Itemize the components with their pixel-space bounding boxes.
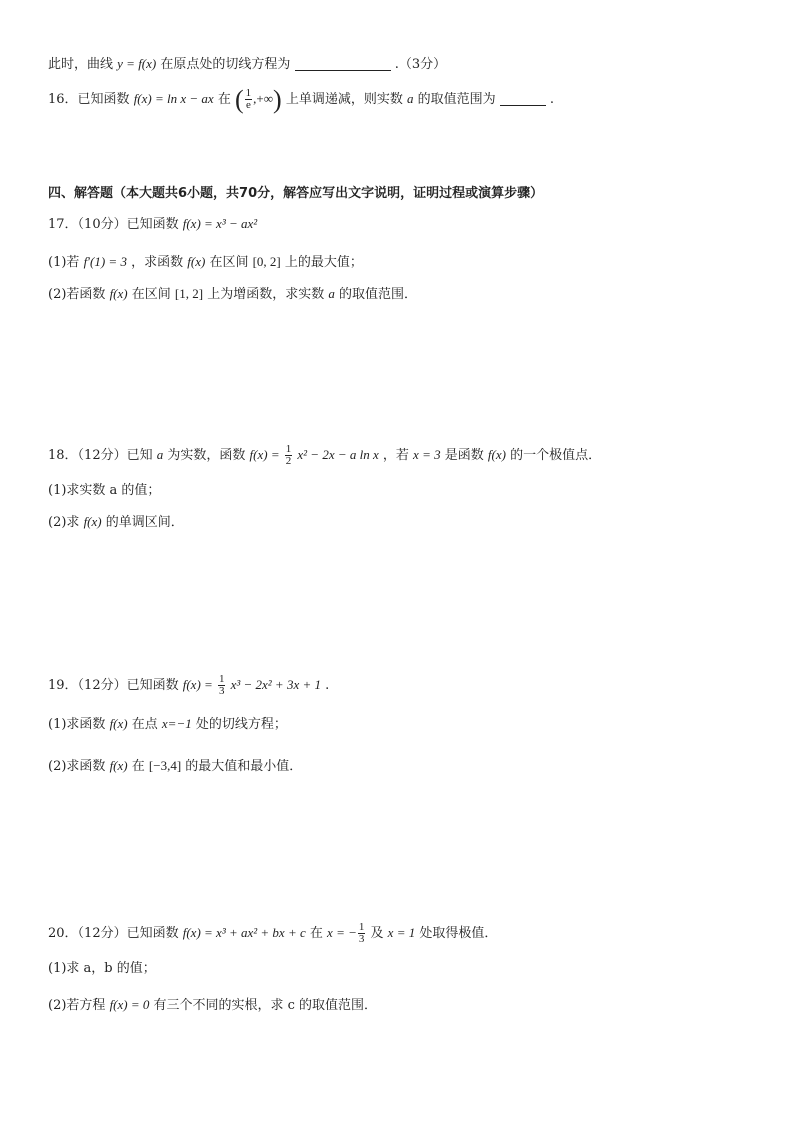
text: 的单调区间． xyxy=(105,515,184,530)
paren-left: ( xyxy=(234,85,244,114)
math-curve: y = f(x) xyxy=(117,56,157,71)
text: (2)求 xyxy=(48,515,80,530)
math-function: f(x) xyxy=(109,758,128,773)
text: 在 xyxy=(131,759,145,774)
math-var: a xyxy=(328,286,335,301)
fraction xyxy=(285,444,293,467)
text: 上的最大值； xyxy=(284,255,363,270)
math-interval: [1, 2] xyxy=(174,286,204,301)
section-heading: 四、解答题（本大题共6小题，共70分，解答应写出文字说明，证明过程或演算步骤） xyxy=(48,186,544,201)
fraction-denominator: 3 xyxy=(218,685,225,697)
question-19-part-1 xyxy=(48,714,287,735)
question-19 xyxy=(48,674,329,697)
question-number: 20．（12分）已知函数 xyxy=(48,926,179,941)
text: (2)若方程 xyxy=(48,998,106,1013)
question-20 xyxy=(48,922,497,945)
text: 有三个不同的实根，求 c 的取值范围． xyxy=(153,998,378,1013)
text: 为实数，函数 xyxy=(167,448,246,463)
math-function: f(x) = xyxy=(182,677,213,692)
fraction xyxy=(245,88,253,111)
text: 是函数 xyxy=(444,448,484,463)
math-condition: x = − xyxy=(327,925,357,940)
math-var: a xyxy=(406,91,414,106)
text: (2)若函数 xyxy=(48,287,106,302)
math-function: f(x) = x³ + ax² + bx + c xyxy=(182,925,306,940)
text: ，若 xyxy=(382,448,409,463)
fraction xyxy=(358,922,366,945)
math-condition: x = 3 xyxy=(413,447,441,462)
text: . xyxy=(549,92,555,107)
question-17 xyxy=(48,214,257,235)
text: (2)求函数 xyxy=(48,759,106,774)
math-expression: x² − 2x − a ln x xyxy=(297,447,379,462)
text: 上为增函数，求实数 xyxy=(207,287,325,302)
math-interval: [−3,4] xyxy=(148,758,182,773)
math-condition: f′(1) = 3 xyxy=(83,254,127,269)
text: 处取得极值． xyxy=(419,926,498,941)
text: 的最大值和最小值． xyxy=(185,759,303,774)
text: 此时，曲线 xyxy=(48,57,114,72)
math-function: f(x) xyxy=(487,447,506,462)
text: . xyxy=(325,678,330,693)
text: 处的切线方程； xyxy=(195,717,287,732)
question-19-part-2 xyxy=(48,756,302,777)
text: 在区间 xyxy=(209,255,249,270)
text: ，求函数 xyxy=(131,255,184,270)
paren-right: ) xyxy=(273,85,282,114)
text: 的取值范围为 xyxy=(417,92,496,107)
line-tangent-at-origin xyxy=(48,54,446,75)
text: 在原点处的切线方程为 xyxy=(160,57,291,72)
fraction-denominator: 2 xyxy=(285,455,292,467)
math-var: a xyxy=(156,447,164,462)
math-interval: ,+∞ xyxy=(253,91,274,106)
question-16 xyxy=(48,85,555,114)
math-function: f(x) xyxy=(109,286,128,301)
text: 的一个极值点． xyxy=(510,448,602,463)
math-function: f(x) = xyxy=(249,447,280,462)
math-interval: [0, 2] xyxy=(252,254,281,269)
text: .（3分） xyxy=(394,57,447,72)
math-function: f(x) = x³ − ax² xyxy=(182,216,258,231)
text: 上单调递减，则实数 xyxy=(285,92,403,107)
fraction-numerator: 1 xyxy=(218,673,225,685)
text: 在点 xyxy=(131,717,158,732)
question-18-part-2 xyxy=(48,512,184,533)
question-number: 18．（12分）已知 xyxy=(48,448,153,463)
answer-blank xyxy=(295,56,391,71)
text: (1)若 xyxy=(48,255,80,270)
question-17-part-1 xyxy=(48,252,363,273)
question-17-part-2 xyxy=(48,284,417,305)
fraction xyxy=(218,674,226,697)
text: 在区间 xyxy=(131,287,171,302)
math-function: f(x) xyxy=(109,716,128,731)
fraction-numerator: 1 xyxy=(358,921,365,933)
fraction-denominator: e xyxy=(245,99,251,111)
math-function: f(x) = ln x − ax xyxy=(133,91,214,106)
math-expression: x³ − 2x² + 3x + 1 xyxy=(230,677,322,692)
text: 在 xyxy=(309,926,323,941)
question-20-part-2 xyxy=(48,995,377,1016)
question-20-part-1: (1)求 a，b 的值； xyxy=(48,961,156,976)
math-point: x=−1 xyxy=(161,716,192,731)
math-condition: x = 1 xyxy=(387,925,416,940)
fraction-numerator: 1 xyxy=(245,87,252,99)
question-number: 19．（12分）已知函数 xyxy=(48,678,179,693)
question-18 xyxy=(48,444,601,467)
question-number: 17．（10分）已知函数 xyxy=(48,217,179,232)
math-function: f(x) xyxy=(83,514,102,529)
fraction-numerator: 1 xyxy=(285,443,292,455)
text: (1)求函数 xyxy=(48,717,106,732)
text: 在 xyxy=(217,92,231,107)
text: 的取值范围． xyxy=(339,287,418,302)
text: 及 xyxy=(370,926,384,941)
question-number: 16．已知函数 xyxy=(48,92,130,107)
math-equation: f(x) = 0 xyxy=(109,997,150,1012)
question-18-part-1: (1)求实数 a 的值； xyxy=(48,483,161,498)
math-function: f(x) xyxy=(187,254,206,269)
answer-blank xyxy=(500,91,546,106)
fraction-denominator: 3 xyxy=(358,933,365,945)
